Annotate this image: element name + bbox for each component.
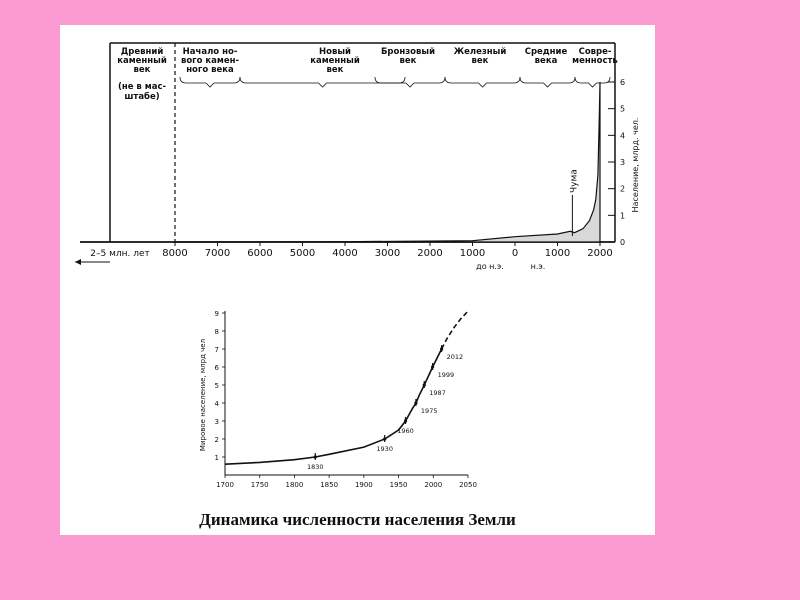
x-tick-label: 0 (511, 248, 519, 259)
x-tick-label: 1950 (389, 481, 408, 489)
x-tick-label: 1800 (285, 481, 304, 489)
milestone-label: 1999 (437, 371, 455, 379)
x-tick-label: 1000 (544, 248, 571, 259)
y-axis-label: Население, млрд. чел. (631, 117, 640, 213)
x-tick-label: 1000 (459, 248, 486, 259)
period-label: Новый каменный век (310, 47, 360, 75)
x-tick-label: 1900 (354, 481, 373, 489)
x-tick-label: 2000 (424, 481, 443, 489)
x-tick-label: 8000 (162, 248, 188, 259)
y-axis-label: Мировое население, млрд чел (199, 338, 207, 452)
y-tick-label: 1 (620, 211, 626, 221)
milestone-label: 1830 (306, 463, 324, 471)
slide-caption: Динамика численности населения Земли (199, 510, 516, 529)
y-tick-label: 1 (214, 454, 219, 462)
y-tick-label: 0 (620, 238, 626, 247)
x-era-label-ad: н.э. (530, 262, 546, 271)
x-tick-label: 1750 (250, 481, 269, 489)
y-tick-label: 4 (214, 400, 219, 408)
y-tick-label: 9 (214, 310, 219, 318)
period-label: Средние века (524, 47, 568, 66)
x-tick-label: 5000 (289, 248, 316, 259)
milestone-point (314, 455, 317, 458)
milestone-label: 1987 (429, 389, 446, 397)
y-tick-label: 6 (214, 364, 219, 372)
milestone-label: 1975 (420, 407, 438, 415)
y-tick-label: 5 (214, 382, 219, 390)
milestone-label: 2012 (446, 353, 464, 361)
x-tick-label: 2000 (417, 248, 443, 259)
y-tick-label: 2 (214, 436, 219, 444)
period-label: Бронзовый век (380, 47, 436, 66)
milestone-point (404, 419, 407, 422)
plague-annotation: Чума (569, 169, 580, 193)
milestone-point (423, 383, 426, 386)
x-tick-label: 2000 (587, 248, 613, 259)
y-tick-label: 3 (214, 418, 219, 426)
y-tick-label: 7 (214, 346, 219, 354)
modern-population-chart (60, 25, 655, 510)
not-to-scale-note: (не в мас-штабе) (117, 82, 167, 102)
milestone-label: 1930 (376, 445, 393, 453)
x-tick-label: 1850 (320, 481, 339, 489)
x-tick-label: 1700 (216, 481, 234, 489)
milestone-point (440, 347, 443, 350)
projection-line (442, 311, 468, 349)
x-tick-label: 3000 (374, 248, 401, 259)
far-left-label: 2–5 млн. лет (90, 249, 150, 259)
milestone-point (383, 437, 386, 440)
x-tick-label: 4000 (332, 248, 358, 259)
y-tick-label: 3 (620, 158, 626, 167)
period-label: Совре-менность (572, 47, 618, 66)
x-era-label-bc: до н.э. (476, 262, 504, 271)
milestone-point (414, 401, 417, 404)
population-line (225, 349, 442, 464)
x-tick-label: 6000 (247, 248, 273, 259)
x-tick-label: 2050 (459, 481, 477, 489)
period-label: Начало но-вого камен-ного века (180, 47, 240, 75)
y-tick-label: 6 (620, 78, 626, 87)
milestone-label: 1960 (397, 427, 414, 435)
milestone-point (431, 365, 434, 368)
slide-panel (60, 25, 655, 535)
period-label: Железный век (453, 47, 507, 66)
y-tick-label: 5 (620, 104, 626, 114)
period-label: Древний каменный век (117, 47, 167, 75)
x-tick-label: 7000 (204, 248, 231, 259)
y-tick-label: 4 (620, 131, 626, 141)
y-tick-label: 8 (214, 328, 219, 336)
y-tick-label: 2 (620, 184, 626, 194)
